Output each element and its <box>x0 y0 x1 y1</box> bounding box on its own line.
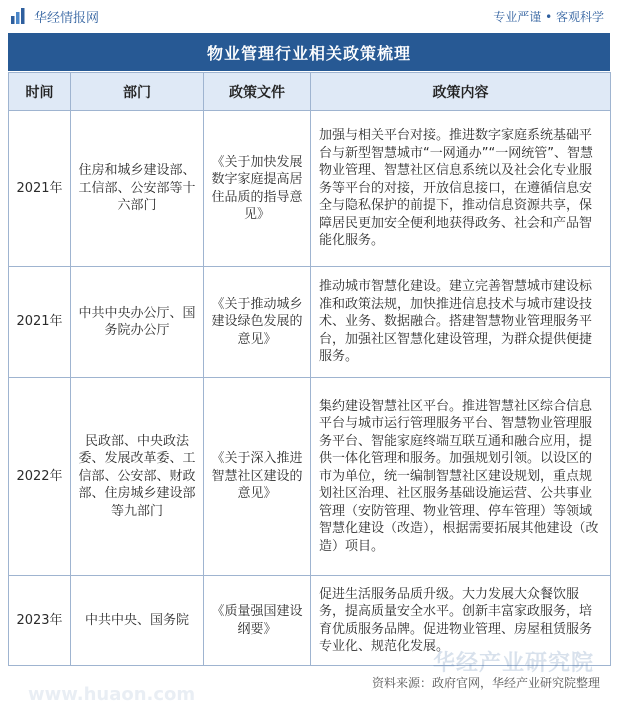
watermark-url: www.huaon.com <box>28 684 196 705</box>
cell-time: 2023年 <box>9 576 71 666</box>
cell-doc: 《关于深入推进智慧社区建设的意见》 <box>204 378 311 576</box>
cell-time: 2022年 <box>9 378 71 576</box>
column-header-dept: 部门 <box>71 73 204 111</box>
table-row <box>9 576 611 666</box>
cell-content: 集约建设智慧社区平台。推进智慧社区综合信息平台与城市运行管理服务平台、智慧物业管理服务平台、智能家庭终端互联互通和融合应用，提供一体化管理和服务。加强规划引领。以设区的市为单位，统一编制智慧社区建设规划，重点规划社区治理、社区服务基础设施运营、公共事业管理（安防管理、物业管理、停车管理）等领域智慧化建设（改造），根据需要拓展其他建设（改造）项目。 <box>311 378 611 576</box>
brand[interactable] <box>10 7 99 26</box>
header-slogan: 专业严谨 • 客观科学 <box>493 9 604 24</box>
cell-doc: 《质量强国建设纲要》 <box>204 576 311 666</box>
cell-doc: 《关于推动城乡建设绿色发展的意见》 <box>204 267 311 378</box>
table-title: 物业管理行业相关政策梳理 <box>8 33 610 71</box>
top-header <box>0 0 618 32</box>
column-header-time: 时间 <box>9 73 71 111</box>
table-header-row <box>9 73 611 111</box>
policy-table <box>8 72 611 666</box>
column-header-content: 政策内容 <box>311 73 611 111</box>
source-note: 资料来源：政府官网，华经产业研究院整理 <box>371 676 600 690</box>
cell-time: 2021年 <box>9 111 71 267</box>
cell-time: 2021年 <box>9 267 71 378</box>
table-row <box>9 111 611 267</box>
brand-logo-icon <box>10 7 28 25</box>
brand-name: 华经情报网 <box>34 10 100 26</box>
cell-content: 促进生活服务品质升级。大力发展大众餐饮服务，提高质量安全水平。创新丰富家政服务，培育优质服务品牌。促进物业管理、房屋租赁服务专业化、规范化发展。 <box>311 576 611 666</box>
table-row <box>9 378 611 576</box>
watermark: 华经产业研究院 <box>432 651 594 676</box>
cell-content: 推动城市智慧化建设。建立完善智慧城市建设标准和政策法规，加快推进信息技术与城市建设技术、业务、数据融合。搭建智慧物业管理服务平台，加强社区智慧化建设管理，为群众提供便捷服务。 <box>311 267 611 378</box>
column-header-doc: 政策文件 <box>204 73 311 111</box>
cell-dept: 中共中央办公厅、国务院办公厅 <box>71 267 204 378</box>
table-row <box>9 267 611 378</box>
cell-dept: 民政部、中央政法委、发展改革委、工信部、公安部、财政部、住房城乡建设部等九部门 <box>71 378 204 576</box>
cell-dept: 住房和城乡建设部、工信部、公安部等十六部门 <box>71 111 204 267</box>
cell-dept: 中共中央、国务院 <box>71 576 204 666</box>
cell-content: 加强与相关平台对接。推进数字家庭系统基础平台与新型智慧城市“一网通办”“一网统管”、智慧物业管理、智慧社区信息系统以及社会化专业服务等平台的对接，开放信息接口，在遵循信息安全与隐私保护的前提下，推动信息资源共享，保障居民更加安全便利地获得政务、社会和产品智能化服务。 <box>311 111 611 267</box>
cell-doc: 《关于加快发展数字家庭提高居住品质的指导意见》 <box>204 111 311 267</box>
